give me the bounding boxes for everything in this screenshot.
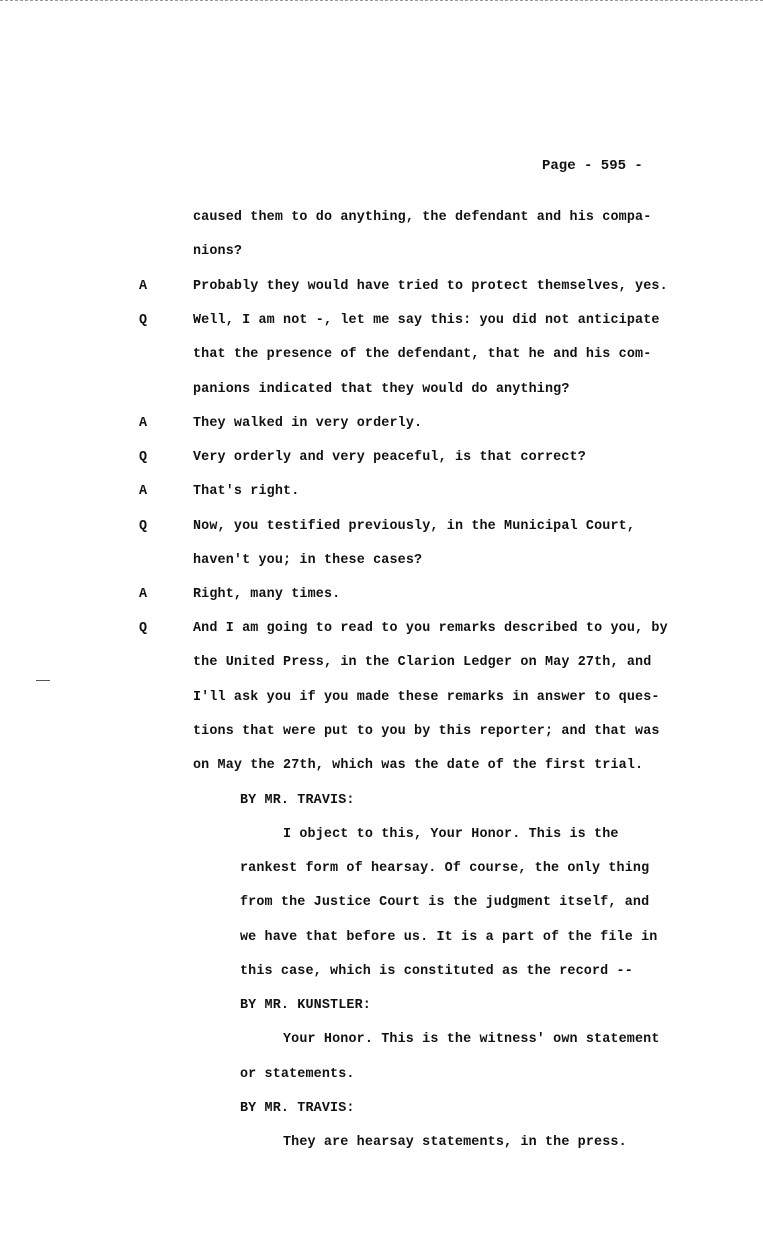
margin-mark [36,680,50,681]
answer-marker: A [139,484,148,499]
transcript-line: rankest form of hearsay. Of course, the only thing [240,861,650,876]
transcript-line: They are hearsay statements, in the press. [283,1135,627,1150]
speaker-heading: BY MR. TRAVIS: [240,793,355,808]
question-marker: Q [139,621,148,636]
transcript-line: And I am going to read to you remarks described to you, by [193,621,668,636]
speaker-heading: BY MR. KUNSTLER: [240,998,371,1013]
transcript-line: the United Press, in the Clarion Ledger on May 27th, and [193,655,652,670]
transcript-line: panions indicated that they would do anything? [193,382,570,397]
transcript-line: Well, I am not -, let me say this: you did not anticipate [193,313,660,328]
transcript-line: Very orderly and very peaceful, is that correct? [193,450,586,465]
transcript-line: I'll ask you if you made these remarks in answer to ques- [193,690,660,705]
transcript-line: nions? [193,244,243,259]
speaker-heading: BY MR. TRAVIS: [240,1101,355,1116]
transcript-line: Your Honor. This is the witness' own statement [283,1032,660,1047]
transcript-line: Now, you testified previously, in the Municipal Court, [193,519,636,534]
transcript-line: That's right. [193,484,300,499]
transcript-line: haven't you; in these cases? [193,553,423,568]
transcript-line: that the presence of the defendant, that he and his com- [193,347,652,362]
top-edge-rule [0,0,763,3]
transcript-line: we have that before us. It is a part of the file in [240,930,658,945]
answer-marker: A [139,416,148,431]
transcript-line: They walked in very orderly. [193,416,423,431]
transcript-line: this case, which is constituted as the record -- [240,964,633,979]
transcript-line: from the Justice Court is the judgment itself, and [240,895,650,910]
transcript-line: or statements. [240,1067,355,1082]
question-marker: Q [139,313,148,328]
answer-marker: A [139,587,148,602]
transcript-line: Right, many times. [193,587,341,602]
transcript-line: Probably they would have tried to protect themselves, yes. [193,279,668,294]
transcript-line: on May the 27th, which was the date of the first trial. [193,758,644,773]
transcript-line: I object to this, Your Honor. This is the [283,827,619,842]
transcript-line: caused them to do anything, the defendant and his compa- [193,210,652,225]
question-marker: Q [139,519,148,534]
transcript-line: tions that were put to you by this reporter; and that was [193,724,660,739]
answer-marker: A [139,279,148,294]
page-number: Page - 595 - [542,158,643,174]
question-marker: Q [139,450,148,465]
